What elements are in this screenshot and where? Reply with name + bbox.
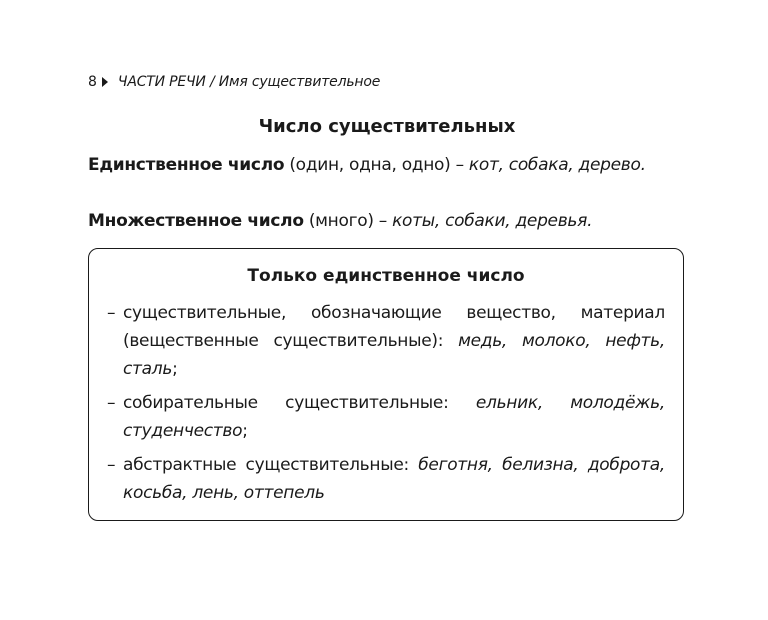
item-description: существительные, обозначающие вещество, материал (вещественные существительные): <box>123 303 665 351</box>
box-title: Только единственное число <box>247 266 525 286</box>
page-number: 8 <box>88 74 97 90</box>
singular-note: (один, одна, одно) – <box>284 155 469 175</box>
list-item <box>107 299 665 383</box>
list-item-text <box>123 299 665 383</box>
running-header <box>88 74 380 90</box>
list-item <box>107 451 665 507</box>
plural-note: (много) – <box>303 211 393 231</box>
section-breadcrumb: ЧАСТИ РЕЧИ / Имя существительное <box>117 74 381 90</box>
item-end: ; <box>242 421 248 441</box>
plural-examples: коты, собаки, деревья. <box>392 211 593 231</box>
singular-definition <box>88 152 686 179</box>
singular-examples: кот, собака, дерево. <box>468 155 646 175</box>
list-dash: – <box>107 393 116 413</box>
singular-term: Единственное число <box>88 155 285 175</box>
plural-definition <box>88 208 686 235</box>
list-dash: – <box>107 455 116 475</box>
list-dash: – <box>107 303 116 323</box>
item-description: собирательные существительные: <box>123 393 476 413</box>
section-title: Число существительных <box>258 116 516 137</box>
triangle-right-icon <box>102 77 108 87</box>
item-end: ; <box>172 359 178 379</box>
item-description: абстрактные существительные: <box>123 455 419 475</box>
list-item-text <box>123 389 665 445</box>
list-item-text <box>123 451 665 507</box>
list-item <box>107 389 665 445</box>
item-examples: медь, молоко, нефть, сталь <box>123 331 665 379</box>
item-examples: беготня, белизна, доброта, косьба, лень, оттепель <box>123 455 665 503</box>
item-examples: ельник, молодёжь, студенчество <box>123 393 665 441</box>
plural-term: Множественное число <box>88 211 304 231</box>
singular-only-box <box>88 248 684 521</box>
